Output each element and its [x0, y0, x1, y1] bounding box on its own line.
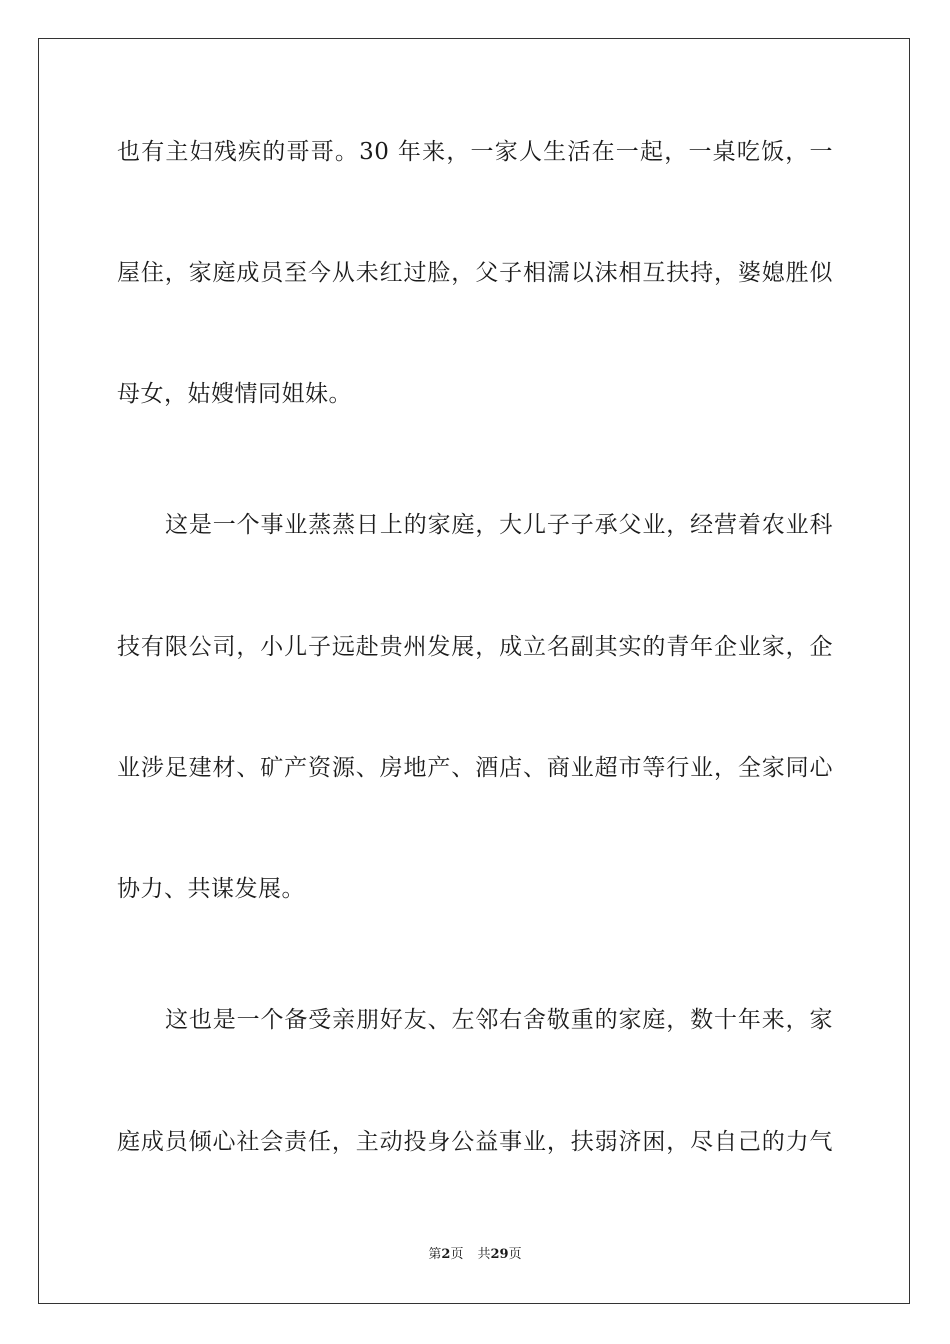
page-number: 2: [441, 1247, 451, 1262]
paragraph-line-4: 这是一个事业蒸蒸日上的家庭，大儿子子承父业，经营着农业科: [165, 512, 833, 538]
paragraph-line-9: 庭成员倾心社会责任，主动投身公益事业，扶弱济困，尽自己的力气: [117, 1129, 833, 1155]
paragraph-line-6: 业涉足建材、矿产资源、房地产、酒店、商业超市等行业，全家同心: [117, 755, 833, 781]
page-border: [38, 38, 910, 1304]
paragraph-line-5: 技有限公司，小儿子远赴贵州发展，成立名副其实的青年企业家，企: [117, 634, 833, 660]
paragraph-line-3: 母女，姑嫂情同姐妹。: [117, 381, 352, 407]
paragraph-line-8: 这也是一个备受亲朋好友、左邻右舍敬重的家庭，数十年来，家: [165, 1007, 833, 1033]
page-suffix: 页: [450, 1247, 464, 1262]
paragraph-line-7: 协力、共谋发展。: [117, 876, 305, 902]
paragraph-line-2: 屋住，家庭成员至今从未红过脸，父子相濡以沫相互扶持，婆媳胜似: [117, 260, 833, 286]
total-prefix: 共: [477, 1247, 491, 1262]
total-pages: 29: [490, 1247, 509, 1262]
page-footer: [0, 1246, 950, 1264]
page-prefix: 第: [428, 1247, 442, 1262]
paragraph-line-1: 也有主妇残疾的哥哥。30 年来，一家人生活在一起，一桌吃饭，一: [117, 139, 833, 165]
total-suffix: 页: [508, 1247, 522, 1262]
